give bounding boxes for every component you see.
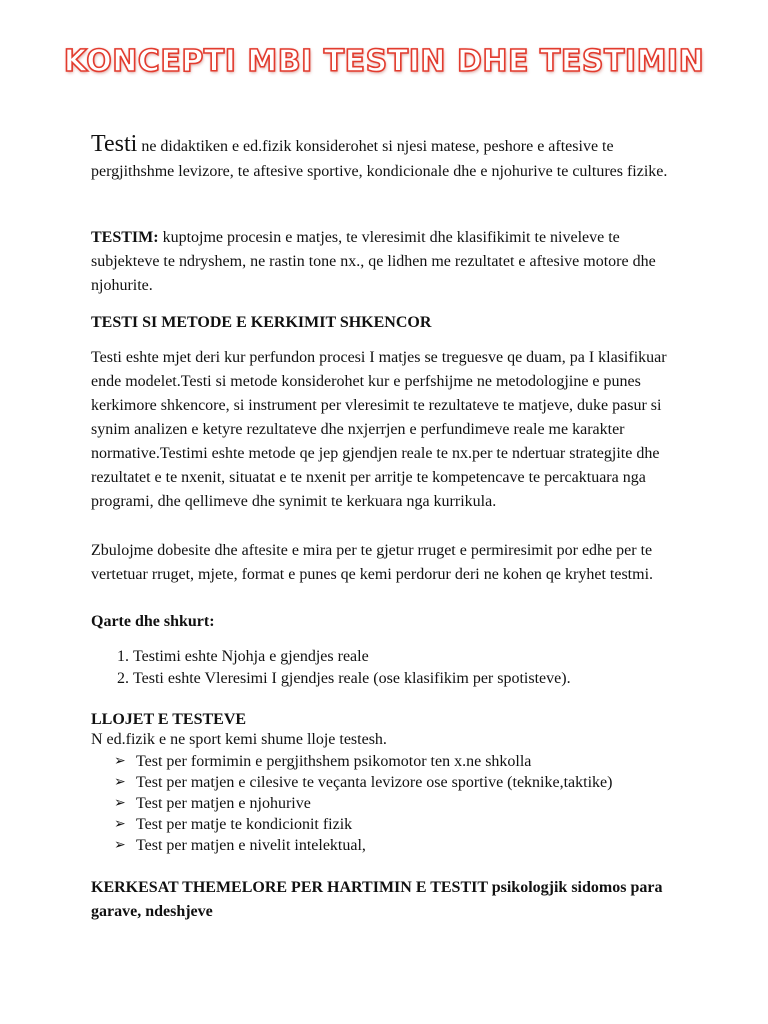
paragraph-text: kuptojme procesin e matjes, te vleresimit dhe klasifikimit te niveleve te subjekteve te ndryshem, ne rastin tone nx., qe lidhen me rezultatet e aftesive motore dhe njohurite. [91,229,656,294]
list-item [114,814,714,835]
list-item: 2. Testi eshte Vleresimi I gjendjes reale (ose klasifikim per spotisteve). [133,668,713,690]
arrow-bullet-icon: ➢ [114,795,126,811]
section-heading-qarte: Qarte dhe shkurt: [91,613,215,630]
paragraph-lead-term: TESTIM: [91,229,159,246]
section-heading-llojet: LLOJET E TESTEVE [91,711,247,728]
paragraph-zbulojme: Zbulojme dobesite dhe aftesite e mira per te gjetur rruget e permiresimit por edhe per te vertetuar rruget, mjete, format e punes qe kemi perdorur deri ne kohen qe kryhet testmi. [91,542,654,583]
paragraph-llojet: N ed.fizik e ne sport kemi shume lloje testesh. [91,731,387,748]
paragraph-testim [91,226,691,298]
section-heading-kerkesat: KERKESAT THEMELORE PER HARTIMIN E TESTIT psikologjik sidomos para garave, ndeshjeve [91,879,663,920]
section-heading-metode: TESTI SI METODE E KERKIMIT SHKENCOR [91,314,432,331]
bullet-list [114,751,714,856]
list-item-text: Test per matje te kondicionit fizik [136,816,353,833]
list-item [114,793,714,814]
paragraph-text: ne didaktiken e ed.fizik konsiderohet si njesi matese, peshore e aftesive te pergjithshme levizore, te aftesive sportive, kondicionale dhe e njohurive te cultures fizike. [91,138,668,180]
page-title: KONCEPTI MBI TESTIN DHE TESTIMIN [63,44,705,79]
arrow-bullet-icon: ➢ [114,837,126,853]
arrow-bullet-icon: ➢ [114,774,126,790]
arrow-bullet-icon: ➢ [114,753,126,769]
list-item [114,772,714,793]
paragraph-metode: Testi eshte mjet deri kur perfundon procesi I matjes se treguesve qe duam, pa I klasifikuar ende modelet.Testi si metode konsiderohet kur e perfshijme ne metodologjine e punes kerkimore shkencore, si instrument per vleresimit te rezultateve te matjeve, duke pasur si synim analizen e ketyre rezultateve dhe nxjerrjen e perfundimeve reale me karakter normative.Testimi eshte metode qe jep gjendjen reale te nx.per te ndertuar strategjite dhe rezultatet e te nxenit, situatat e te nxenit per arritje te kompetencave te percaktuara nga programi, dhe qellimeve dhe synimit te kerkuara nga kurrikula. [91,349,667,510]
paragraph-testi [91,132,691,184]
list-item [114,835,714,856]
list-item-text: Test per matjen e cilesive te veçanta levizore ose sportive (teknike,taktike) [136,774,613,791]
list-item-text: Test per matjen e njohurive [136,795,311,812]
list-item: 1. Testimi eshte Njohja e gjendjes reale [133,646,713,668]
list-item-text: Test per formimin e pergjithshem psikomotor ten x.ne shkolla [136,753,532,770]
arrow-bullet-icon: ➢ [114,816,126,832]
list-item [114,751,714,772]
numbered-list [91,646,713,690]
paragraph-lead-word: Testi [91,131,138,157]
list-item-text: Test per matjen e nivelit intelektual, [136,837,366,854]
